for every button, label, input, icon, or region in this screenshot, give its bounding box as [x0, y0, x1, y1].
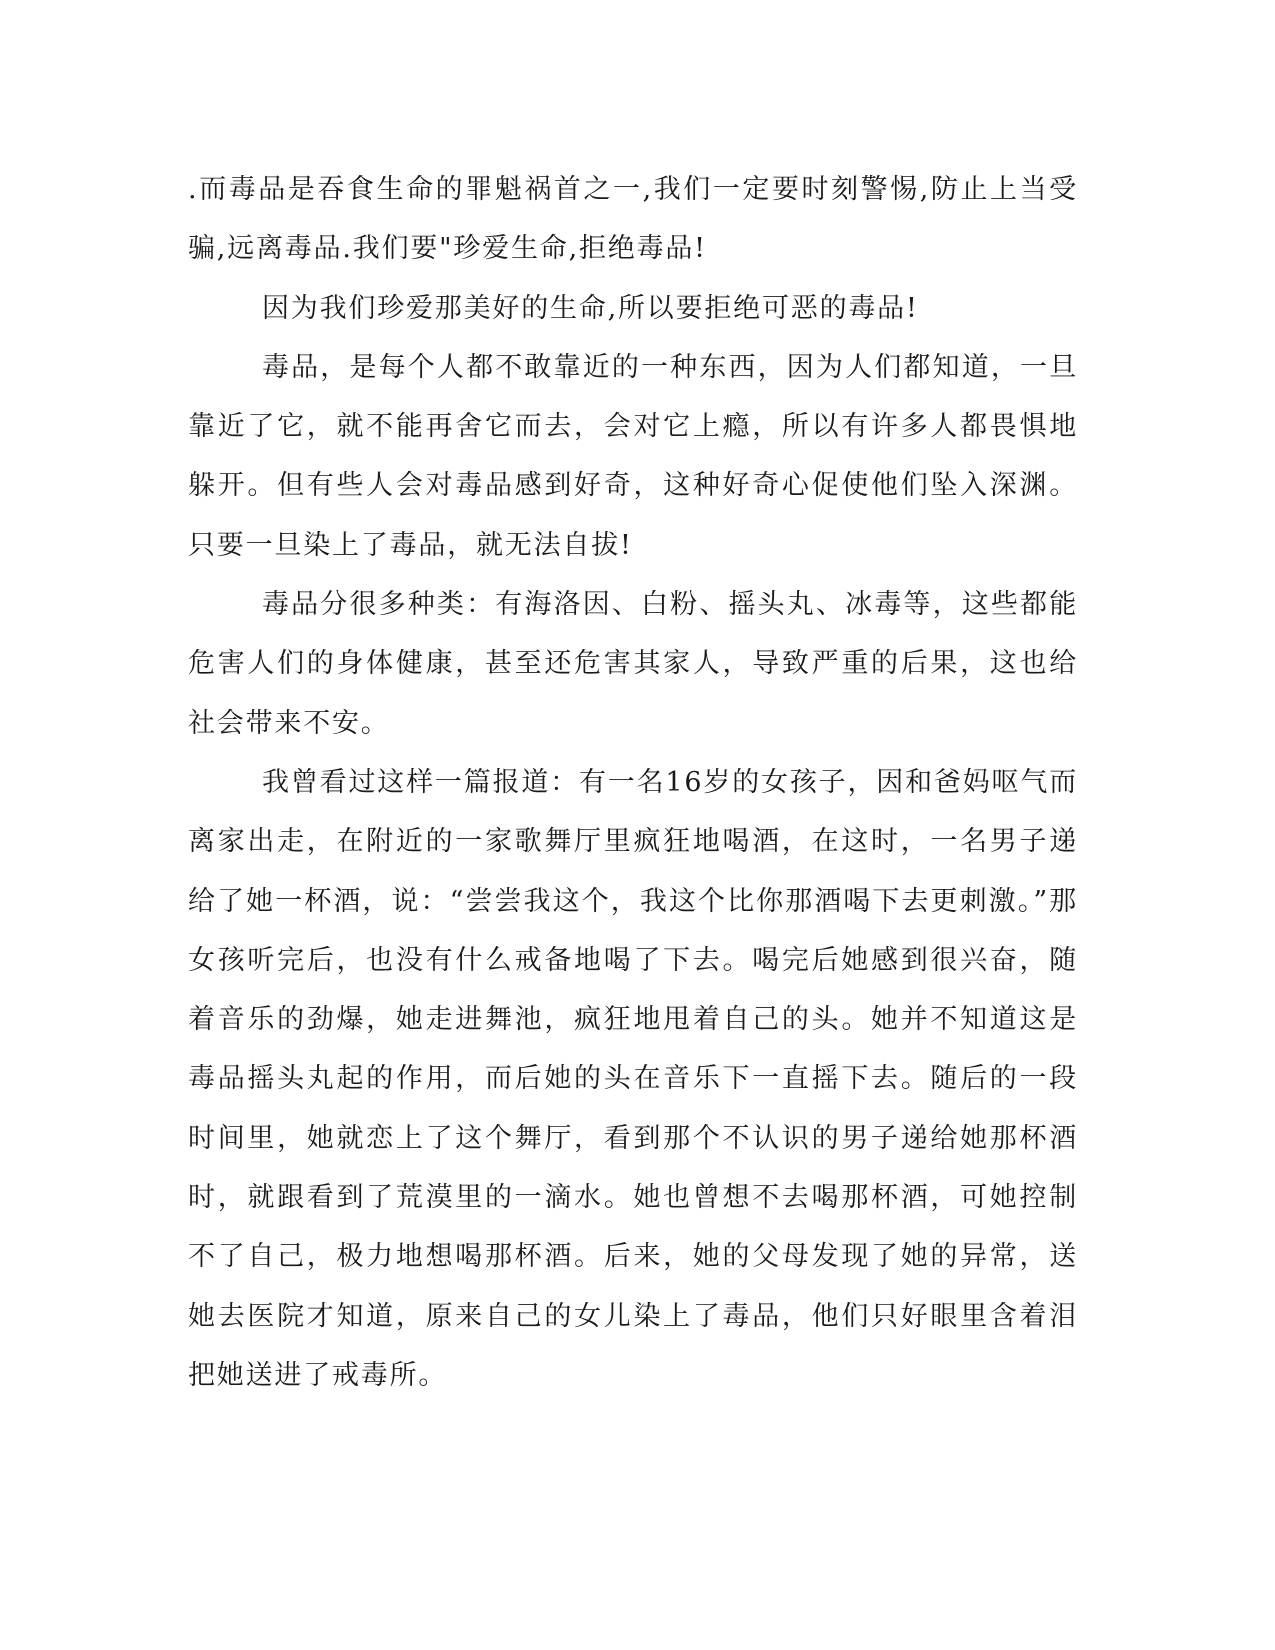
paragraph-4: 毒品分很多种类：有海洛因、白粉、摇头丸、冰毒等，这些都能危害人们的身体健康，甚至还危害其家人，导致严重的后果，这也给社会带来不安。	[188, 589, 1078, 739]
paragraph-2: 因为我们珍爱那美好的生命,所以要拒绝可恶的毒品!	[262, 292, 919, 324]
paragraph-1: .而毒品是吞食生命的罪魁祸首之一,我们一定要时刻警惕,防止上当受骗,远离毒品.我们要"珍爱生命,拒绝毒品!	[188, 174, 1078, 265]
document-body	[188, 160, 1078, 1405]
paragraph-5: 我曾看过这样一篇报道：有一名16岁的女孩子，因和爸妈呕气而离家出走，在附近的一家歌舞厅里疯狂地喝酒，在这时，一名男子递给了她一杯酒，说：“尝尝我这个，我这个比你那酒喝下去更刺激。”那女孩听完后，也没有什么戒备地喝了下去。喝完后她感到很兴奋，随着音乐的劲爆，她走进舞池，疯狂地甩着自己的头。她并不知道这是毒品摇头丸起的作用，而后她的头在音乐下一直摇下去。随后的一段时间里，她就恋上了这个舞厅，看到那个不认识的男子递给她那杯酒时，就跟看到了荒漠里的一滴水。她也曾想不去喝那杯酒，可她控制不了自己，极力地想喝那杯酒。后来，她的父母发现了她的异常，送她去医院才知道，原来自己的女儿染上了毒品，他们只好眼里含着泪把她送进了戒毒所。	[188, 766, 1078, 1391]
paragraph-3: 毒品，是每个人都不敢靠近的一种东西，因为人们都知道，一旦靠近了它，就不能再舍它而去，会对它上瘾，所以有许多人都畏惧地躲开。但有些人会对毒品感到好奇，这种好奇心促使他们坠入深渊。只要一旦染上了毒品，就无法自拔!	[188, 351, 1078, 561]
